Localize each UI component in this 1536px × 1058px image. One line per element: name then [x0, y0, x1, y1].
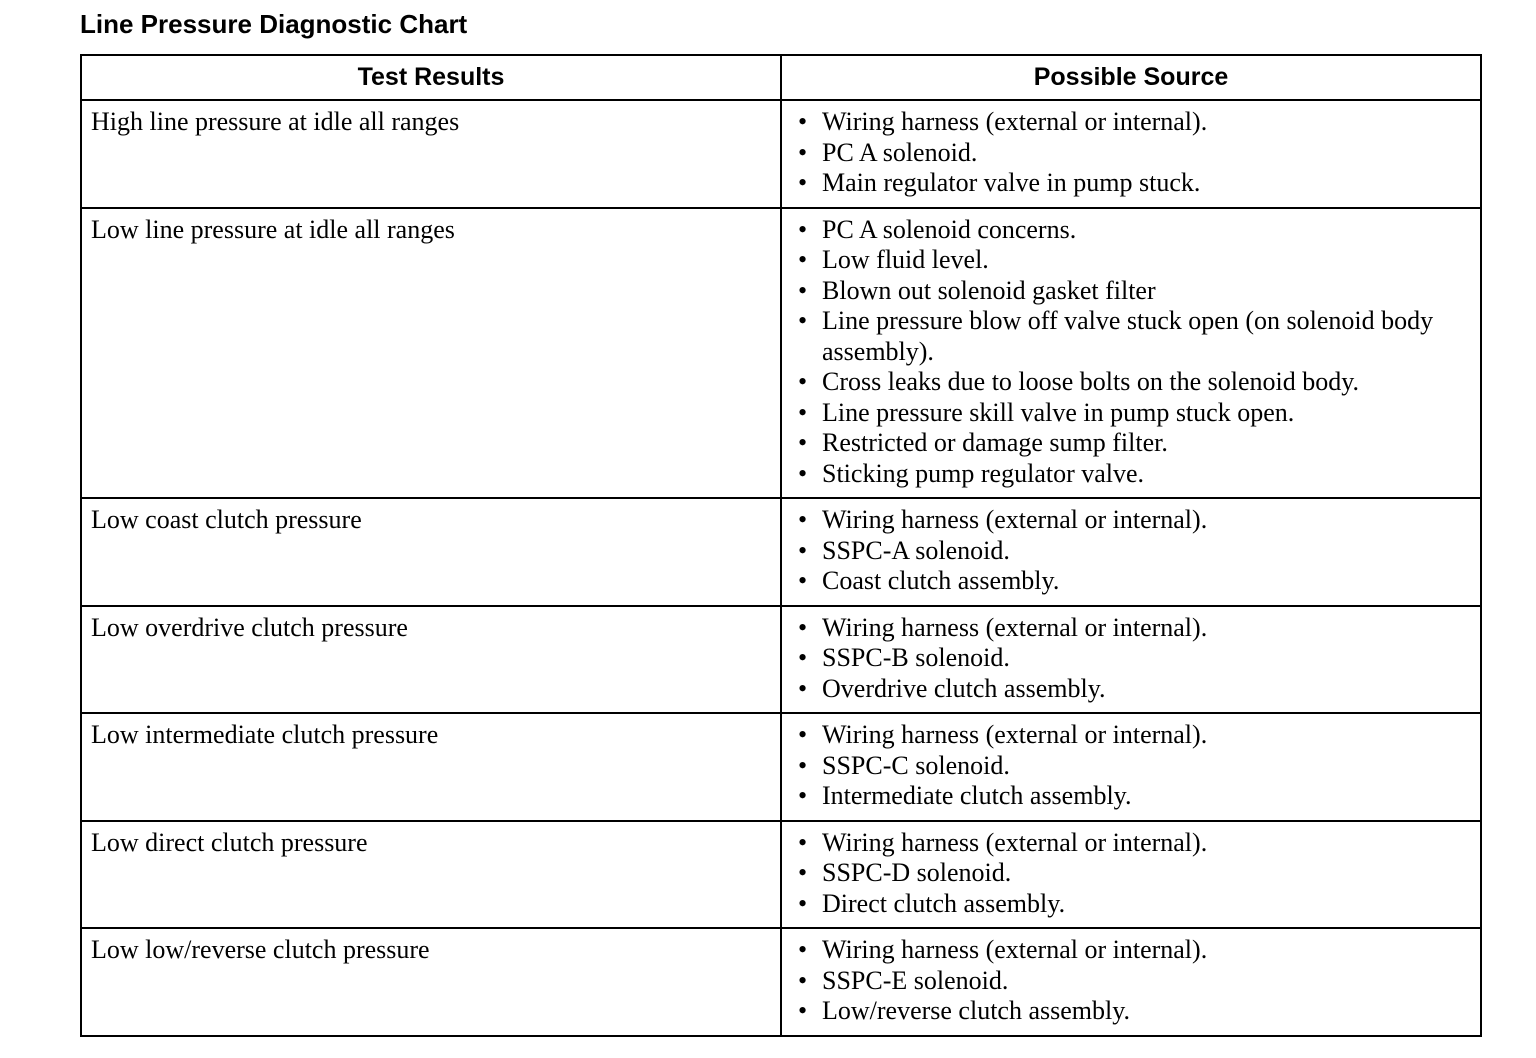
test-result-cell: High line pressure at idle all ranges: [81, 100, 781, 208]
source-list: [791, 505, 1472, 597]
test-result-cell: Low line pressure at idle all ranges: [81, 208, 781, 499]
page-title: Line Pressure Diagnostic Chart: [80, 9, 468, 39]
source-item: • Low/reverse clutch assembly.: [791, 996, 1472, 1027]
source-item: • Wiring harness (external or internal).: [791, 935, 1472, 966]
possible-source-cell: [781, 208, 1481, 499]
column-header-possible-source: Possible Source: [781, 55, 1481, 100]
table-row: [81, 498, 1481, 606]
source-list: [791, 613, 1472, 705]
source-item: • SSPC-A solenoid.: [791, 536, 1472, 567]
test-result-cell: Low direct clutch pressure: [81, 821, 781, 929]
test-result-cell: Low overdrive clutch pressure: [81, 606, 781, 714]
source-item: • Wiring harness (external or internal).: [791, 720, 1472, 751]
header-row: [81, 55, 1481, 100]
possible-source-cell: [781, 713, 1481, 821]
source-list: [791, 215, 1472, 490]
source-list: [791, 935, 1472, 1027]
column-header-test-results: Test Results: [81, 55, 781, 100]
source-item: • Cross leaks due to loose bolts on the solenoid body.: [791, 367, 1472, 398]
possible-source-cell: [781, 498, 1481, 606]
source-item: • Main regulator valve in pump stuck.: [791, 168, 1472, 199]
source-item: • SSPC-B solenoid.: [791, 643, 1472, 674]
source-item: • Restricted or damage sump filter.: [791, 428, 1472, 459]
source-item: • Wiring harness (external or internal).: [791, 828, 1472, 859]
source-item: • SSPC-C solenoid.: [791, 751, 1472, 782]
table-row: [81, 821, 1481, 929]
table-row: [81, 208, 1481, 499]
source-list: [791, 720, 1472, 812]
possible-source-cell: [781, 100, 1481, 208]
source-item: • Wiring harness (external or internal).: [791, 107, 1472, 138]
source-item: • Coast clutch assembly.: [791, 566, 1472, 597]
source-item: • SSPC-D solenoid.: [791, 858, 1472, 889]
source-item: • Blown out solenoid gasket filter: [791, 276, 1472, 307]
table-row: [81, 713, 1481, 821]
source-list: [791, 107, 1472, 199]
source-item: • Low fluid level.: [791, 245, 1472, 276]
source-item: • Sticking pump regulator valve.: [791, 459, 1472, 490]
source-item: • Wiring harness (external or internal).: [791, 613, 1472, 644]
source-item: • Intermediate clutch assembly.: [791, 781, 1472, 812]
source-item: • SSPC-E solenoid.: [791, 966, 1472, 997]
source-item: • PC A solenoid concerns.: [791, 215, 1472, 246]
possible-source-cell: [781, 821, 1481, 929]
source-item: • Line pressure blow off valve stuck open (on solenoid body assembly).: [791, 306, 1472, 367]
possible-source-cell: [781, 928, 1481, 1036]
table-body: [81, 100, 1481, 1036]
source-item: • Wiring harness (external or internal).: [791, 505, 1472, 536]
source-item: • Direct clutch assembly.: [791, 889, 1472, 920]
table-row: [81, 100, 1481, 208]
source-item: • Line pressure skill valve in pump stuck open.: [791, 398, 1472, 429]
test-result-cell: Low coast clutch pressure: [81, 498, 781, 606]
source-list: [791, 828, 1472, 920]
source-item: • Overdrive clutch assembly.: [791, 674, 1472, 705]
test-result-cell: Low low/reverse clutch pressure: [81, 928, 781, 1036]
diagnostic-table: [80, 54, 1482, 1037]
table-row: [81, 928, 1481, 1036]
source-item: • PC A solenoid.: [791, 138, 1472, 169]
table-row: [81, 606, 1481, 714]
possible-source-cell: [781, 606, 1481, 714]
test-result-cell: Low intermediate clutch pressure: [81, 713, 781, 821]
